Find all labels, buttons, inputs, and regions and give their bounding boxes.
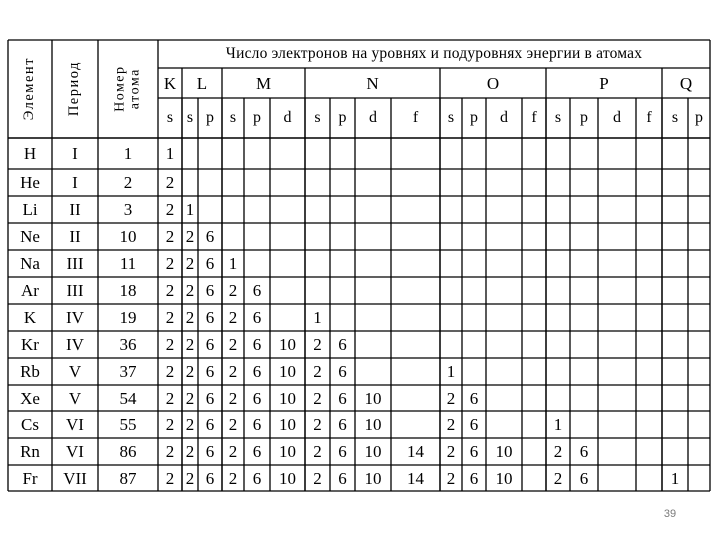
electron-count: 2 (165, 388, 175, 408)
element-symbol: Rn (20, 442, 40, 461)
header-element (8, 40, 52, 138)
period-value: V (68, 388, 82, 408)
level-M: M (255, 73, 272, 93)
electron-count: 2 (313, 335, 322, 354)
sublevel-7: p (338, 109, 347, 126)
electron-count: 2 (228, 468, 238, 488)
header-atomic-number (98, 40, 158, 138)
header-period (52, 40, 98, 138)
sublevel-10: s (447, 109, 455, 126)
electron-count: 2 (165, 335, 175, 354)
period-value: II (69, 200, 81, 219)
level-N: N (366, 73, 379, 93)
electron-count: 6 (205, 281, 215, 300)
sublevel-13: f (531, 109, 537, 126)
electron-count: 6 (338, 415, 347, 434)
electron-count: 10 (364, 388, 382, 408)
sublevel-14: s (554, 109, 562, 126)
level-L: L (196, 73, 208, 93)
level-O: O (486, 73, 500, 93)
electron-count: 1 (446, 362, 456, 381)
element-symbol: Xe (20, 388, 40, 408)
header-period-text: Период (66, 61, 83, 117)
electron-count: 2 (185, 468, 195, 488)
electron-count: 2 (553, 442, 563, 461)
element-symbol: Kr (21, 335, 39, 354)
sublevel-1: s (186, 109, 194, 126)
electron-count: 1 (670, 468, 680, 488)
atomic-number-value: 36 (119, 335, 137, 354)
element-symbol: He (20, 173, 40, 192)
electron-count: 2 (185, 362, 195, 381)
electron-count: 6 (252, 468, 262, 488)
electron-count: 2 (228, 362, 238, 381)
period-value: III (66, 254, 84, 273)
electron-count: 2 (165, 308, 175, 327)
electron-count: 2 (228, 281, 238, 300)
atomic-number-value: 3 (123, 200, 133, 219)
electron-count: 10 (364, 415, 382, 434)
electron-count: 6 (252, 281, 262, 300)
element-symbol: Cs (21, 415, 39, 434)
electron-count: 2 (313, 362, 322, 381)
electron-count: 6 (469, 442, 479, 461)
electron-count: 10 (279, 362, 296, 381)
atomic-number-value: 11 (119, 254, 137, 273)
electron-count: 2 (185, 227, 195, 246)
electron-count: 2 (185, 281, 195, 300)
electron-count: 6 (252, 335, 262, 354)
electron-count: 6 (205, 388, 215, 408)
electron-count: 1 (553, 415, 563, 434)
sublevel-3: s (229, 109, 237, 126)
atomic-number-value: 37 (119, 362, 137, 381)
electron-count: 10 (364, 442, 382, 461)
electron-count: 2 (165, 468, 175, 488)
electron-count: 2 (446, 388, 456, 408)
electron-count: 6 (205, 227, 215, 246)
electron-count: 10 (279, 442, 296, 461)
electron-count: 6 (205, 362, 215, 381)
electron-count: 1 (165, 144, 175, 163)
level-P: P (599, 73, 609, 93)
sublevel-0: s (166, 109, 174, 126)
period-value: VI (66, 442, 84, 461)
electron-count: 2 (553, 468, 563, 488)
electron-count: 14 (407, 442, 424, 461)
electron-count: 10 (279, 415, 296, 434)
electron-count: 2 (313, 415, 322, 434)
electron-count: 2 (313, 468, 322, 488)
electron-count: 10 (495, 442, 513, 461)
period-value: III (66, 281, 84, 300)
element-symbol: Ne (20, 227, 40, 246)
electron-count: 1 (185, 200, 195, 219)
electron-count: 6 (252, 308, 262, 327)
electron-count: 2 (313, 388, 322, 408)
atomic-number-value: 10 (119, 227, 137, 246)
electron-count: 6 (205, 468, 215, 488)
electron-count: 6 (205, 442, 215, 461)
period-value: V (68, 362, 82, 381)
electron-count: 2 (165, 173, 175, 192)
electron-count: 6 (252, 388, 262, 408)
atomic-number-value: 18 (119, 281, 137, 300)
sublevel-18: s (671, 109, 679, 126)
electron-count: 2 (185, 308, 195, 327)
electron-count: 2 (165, 362, 175, 381)
atomic-number-value: 2 (123, 173, 133, 192)
electron-count: 6 (469, 415, 479, 434)
electron-count: 6 (252, 362, 262, 381)
header-element-text: Элемент (21, 57, 38, 121)
element-symbol: Li (22, 200, 38, 219)
electron-count: 6 (338, 468, 347, 488)
electron-count: 6 (579, 468, 589, 488)
electron-count: 2 (185, 442, 195, 461)
electron-count: 6 (469, 468, 479, 488)
electron-count: 2 (228, 308, 238, 327)
period-value: VII (63, 468, 87, 488)
level-Q: Q (679, 73, 693, 93)
electron-count: 2 (165, 281, 175, 300)
electron-count: 2 (185, 388, 195, 408)
electron-count: 2 (313, 442, 322, 461)
electron-count: 6 (469, 388, 479, 408)
atomic-number-value: 86 (119, 442, 137, 461)
electron-count: 6 (338, 388, 347, 408)
sublevel-16: d (613, 109, 621, 126)
electron-count: 6 (338, 335, 347, 354)
sublevel-12: d (500, 109, 508, 126)
electron-count: 6 (205, 308, 215, 327)
atomic-number-value: 55 (119, 415, 137, 434)
electron-count: 6 (579, 442, 589, 461)
electron-count: 6 (205, 415, 215, 434)
period-value: IV (66, 308, 84, 327)
period-value: I (72, 144, 78, 163)
period-value: IV (66, 335, 84, 354)
header-atomic-number-text: Номер атома (112, 65, 142, 113)
electron-count: 14 (407, 468, 424, 488)
electron-count: 10 (495, 468, 513, 488)
sublevel-19: p (695, 109, 703, 126)
period-value: VI (66, 415, 84, 434)
electron-count: 2 (185, 335, 195, 354)
electron-count: 2 (228, 415, 238, 434)
electron-count: 2 (228, 442, 238, 461)
atomic-number-value: 54 (119, 388, 137, 408)
electron-count: 10 (279, 468, 296, 488)
sublevel-6: s (314, 109, 321, 126)
electron-count: 6 (205, 254, 215, 273)
element-symbol: Fr (22, 468, 38, 488)
electron-count: 6 (338, 442, 347, 461)
electron-count: 6 (252, 415, 262, 434)
electron-count: 2 (165, 254, 175, 273)
atomic-number-value: 19 (119, 308, 137, 327)
sublevel-8: d (369, 109, 377, 126)
electron-count: 2 (165, 227, 175, 246)
header-title: Число электронов на уровнях и подуровнях энергии в атомах (225, 45, 643, 63)
electron-count: 2 (165, 200, 175, 219)
electron-count: 2 (185, 415, 195, 434)
electron-count: 2 (165, 415, 175, 434)
element-symbol: Ar (21, 281, 39, 300)
sublevel-4: p (253, 109, 261, 126)
element-symbol: H (23, 144, 37, 163)
sublevel-11: p (470, 109, 478, 126)
sublevel-17: f (646, 109, 652, 126)
electron-count: 2 (446, 468, 456, 488)
electron-count: 2 (228, 335, 238, 354)
electron-count: 2 (185, 254, 195, 273)
electron-count: 1 (313, 308, 322, 327)
sublevel-15: p (580, 109, 588, 126)
element-symbol: K (23, 308, 37, 327)
electron-count: 6 (338, 362, 347, 381)
sublevel-5: d (283, 109, 292, 126)
sublevel-2: p (206, 109, 214, 126)
period-value: II (69, 227, 81, 246)
electron-count: 2 (446, 442, 456, 461)
element-symbol: Na (20, 254, 40, 273)
level-K: K (163, 73, 177, 93)
atomic-number-value: 87 (119, 468, 137, 488)
electron-count: 10 (279, 335, 296, 354)
sublevel-9: f (412, 109, 419, 126)
electron-count: 6 (252, 442, 262, 461)
electron-count: 10 (279, 388, 296, 408)
electron-count: 2 (228, 388, 238, 408)
page-number: 39 (663, 508, 677, 520)
electron-count: 2 (165, 442, 175, 461)
electron-count: 6 (205, 335, 215, 354)
electron-count: 1 (228, 254, 238, 273)
period-value: I (72, 173, 78, 192)
electron-count: 10 (364, 468, 382, 488)
electron-count: 2 (446, 415, 456, 434)
atomic-number-value: 1 (123, 144, 133, 163)
element-symbol: Rb (20, 362, 40, 381)
